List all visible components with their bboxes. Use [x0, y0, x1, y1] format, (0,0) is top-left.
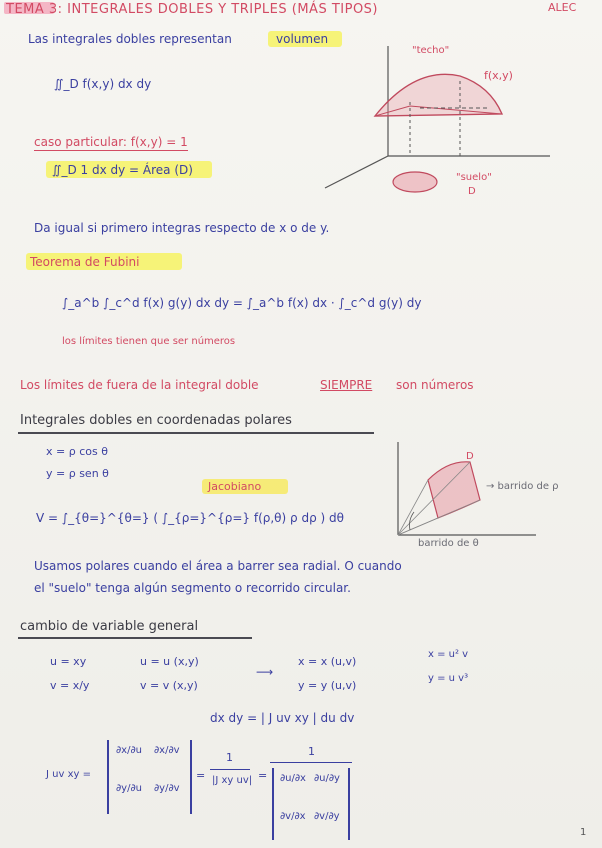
corner-label: ALEC [548, 1, 577, 14]
equals-2: = [258, 769, 268, 782]
frac1-line [210, 769, 250, 770]
matrix2-left-bar [272, 768, 274, 840]
matrix2-right-bar [348, 768, 350, 840]
fubini-note: los límites tienen que ser números [62, 336, 236, 347]
barrido-theta-label: barrido de θ [418, 538, 479, 549]
axis-x [325, 156, 388, 188]
polar-diagram [388, 440, 538, 548]
n21: ∂v/∂x [280, 811, 306, 822]
frac1-numerator: 1 [226, 751, 233, 764]
n22: ∂v/∂y [314, 811, 340, 822]
cambio-title: cambio de variable general [20, 619, 199, 634]
suelo-label: "suelo" [456, 172, 492, 183]
polar-region [428, 462, 480, 518]
m11: ∂x/∂u [116, 745, 142, 756]
usamos-line-2: el "suelo" tenga algún segmento o recorrido circular. [34, 581, 351, 595]
polar-x: x = ρ cos θ [46, 445, 108, 458]
techo-label: "techo" [412, 45, 450, 56]
sys-arrow: ⟶ [256, 665, 274, 679]
matrix1-left-bar [107, 740, 109, 814]
suelo-region [393, 172, 437, 192]
frac2-numerator: 1 [308, 745, 315, 758]
equals-1: = [196, 769, 206, 782]
frac1-denominator: |J xy uv| [212, 775, 253, 786]
fxy-label: f(x,y) [484, 69, 513, 82]
limites-pre: Los límites de fuera de la integral doble [20, 378, 259, 392]
volume-diagram [320, 36, 560, 206]
sys3-b: y = y (u,v) [298, 679, 357, 692]
polares-title: Integrales dobles en coordenadas polares [20, 413, 292, 428]
ray-2 [398, 480, 428, 535]
igual-line: Da igual si primero integras respecto de x o de y. [34, 221, 330, 235]
intro-line: Las integrales dobles representan [28, 32, 232, 46]
polar-D-label: D [466, 451, 474, 462]
suelo-D-label: D [468, 186, 476, 197]
jacobian-label: J uv xy = [46, 769, 91, 780]
matrix1-right-bar [190, 740, 192, 814]
sys2-a: u = u (x,y) [140, 655, 199, 668]
caso-formula: ∬_D 1 dx dy = Área (D) [52, 163, 193, 177]
m12: ∂x/∂v [154, 745, 180, 756]
sys3-a: x = x (u,v) [298, 655, 357, 668]
sys1-b: v = x/y [50, 679, 90, 692]
page-title: TEMA 3: INTEGRALES DOBLES Y TRIPLES (MÁS TIPOS) [6, 2, 379, 17]
frac2-line [270, 762, 352, 763]
m22: ∂y/∂v [154, 783, 180, 794]
polar-volume-formula: V = ∫_{θ=}^{θ=} ( ∫_{ρ=}^{ρ=} f(ρ,θ) ρ dρ ) dθ [36, 511, 344, 525]
limites-emph: SIEMPRE [320, 378, 373, 392]
sys2-b: v = v (x,y) [140, 679, 198, 692]
cambio-underline [18, 637, 252, 639]
techo-surface [375, 74, 502, 116]
intro-integral: ∬_D f(x,y) dx dy [54, 77, 152, 91]
sys4-a: x = u² v [428, 649, 469, 660]
caso-label: caso particular: f(x,y) = 1 [34, 135, 188, 149]
limites-post: son números [396, 378, 474, 392]
sys1-a: u = xy [50, 655, 87, 668]
page-number: 1 [580, 827, 587, 838]
polar-y: y = ρ sen θ [46, 467, 109, 480]
ray-4 [398, 518, 438, 535]
intro-highlight: volumen [276, 32, 329, 46]
n11: ∂u/∂x [280, 773, 306, 784]
polares-underline [18, 432, 374, 434]
usamos-line-1: Usamos polares cuando el área a barrer sea radial. O cuando [34, 559, 402, 573]
jacobiano-label: Jacobiano [208, 480, 262, 493]
m21: ∂y/∂u [116, 783, 142, 794]
fubini-formula: ∫_a^b ∫_c^d f(x) g(y) dx dy = ∫_a^b f(x) dx · ∫_c^d g(y) dy [62, 296, 422, 310]
fubini-title: Teorema de Fubini [30, 255, 140, 269]
barrido-rho-label: → barrido de ρ [486, 481, 559, 492]
n12: ∂u/∂y [314, 773, 340, 784]
sys4-b: y = u v³ [428, 673, 469, 684]
jacobian-relation: dx dy = | J uv xy | du dv [210, 711, 355, 725]
